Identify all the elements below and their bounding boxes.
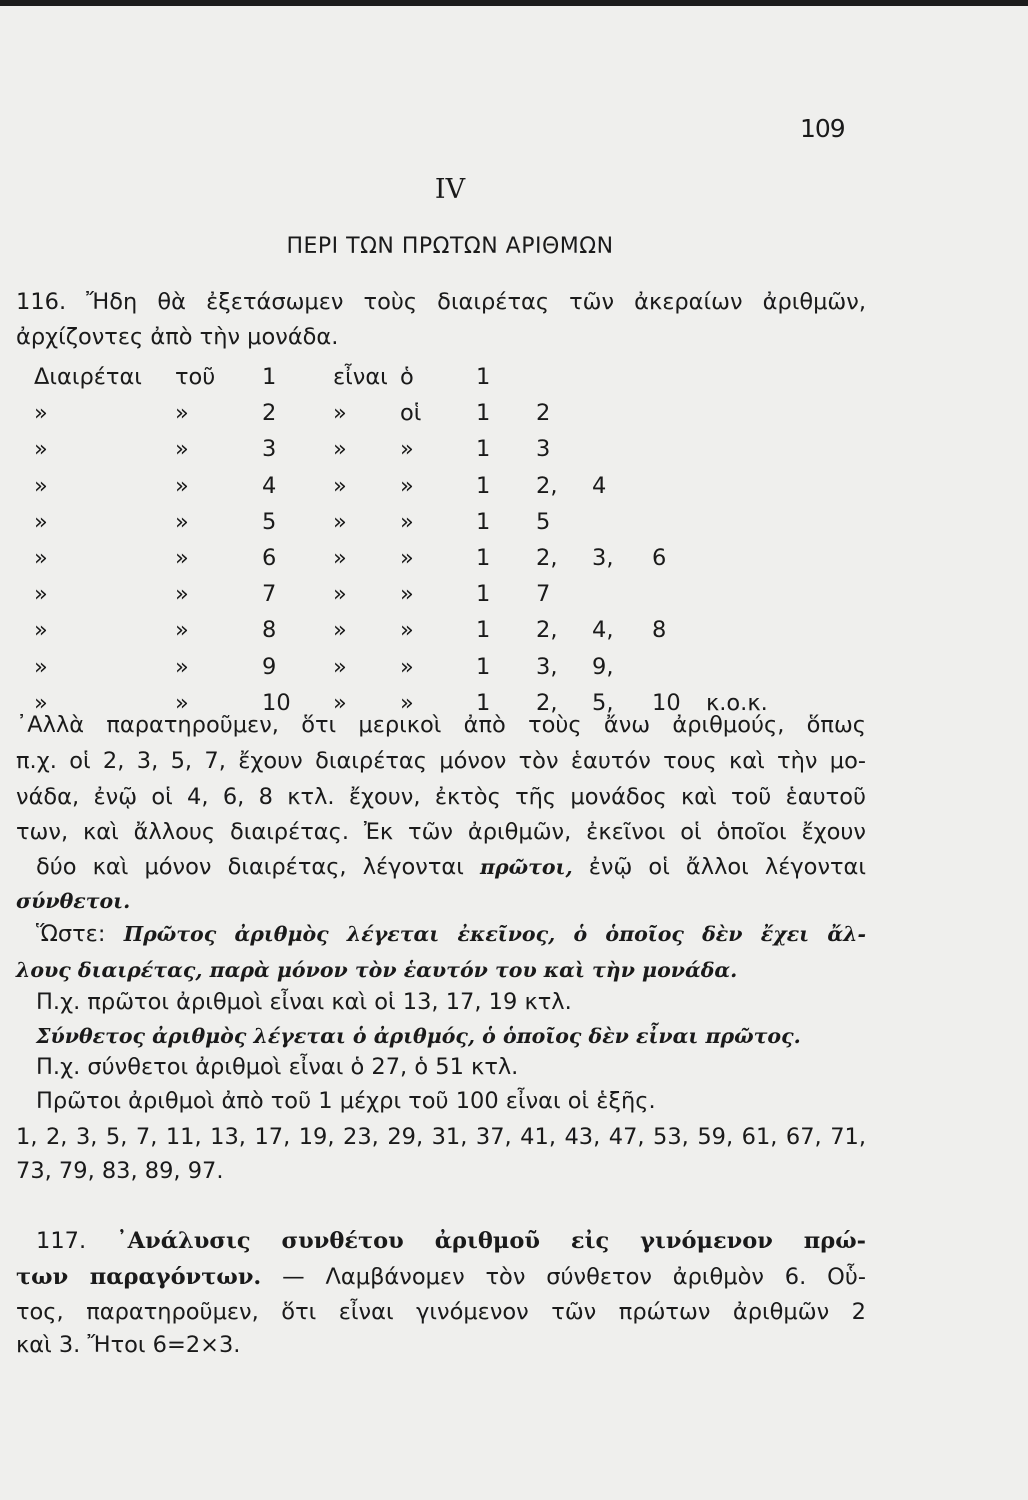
table-cell-c3: 7 [262,581,277,608]
table-divisor: 1 [476,436,491,463]
definition-line-2 [16,959,866,982]
composite-definition-text: Σύνθετος ἀριθμὸς λέγεται ὁ ἀριθμός, ὁ ὁποῖος δὲν εἶναι πρῶτος. [36,1024,801,1048]
table-cell-c5: » [400,545,414,571]
term-composite: σύνθετοι. [16,889,131,913]
section-text: — Λαμβάνομεν τὸν σύνθετον ἀριθμὸν 6. Οὗ- [282,1264,866,1290]
definition-text: Πρῶτος ἀριθμὸς λέγεται ἐκεῖνος, ὁ ὁποῖος δὲν ἔχει ἄλ- [123,922,867,946]
table-cell-c2: » [175,545,189,571]
table-cell-c1: » [34,689,48,716]
primes-intro: Πρῶτοι ἀριθμοὶ ἀπὸ τοῦ 1 μέχρι τοῦ 100 εἶναι οἱ ἑξῆς. [36,1088,656,1114]
table-divisor: 1 [476,581,491,608]
table-divisor: 8 [652,617,667,644]
table-cell-c3: 3 [262,436,277,463]
table-cell-c4: » [333,545,347,571]
para1-line: ᾿Αλλὰ παρατηροῦμεν, ὅτι μερικοὶ ἀπὸ τοὺς ἄνω ἀριθμούς, ὅπως [16,712,866,738]
table-divisor: 4, [592,617,614,644]
table-cell-c3: 4 [262,472,277,499]
table-cell-c2: » [175,400,189,427]
table-cell-c4: » [333,472,347,499]
table-divisor: 5 [536,508,551,535]
para1-line: π.χ. οἱ 2, 3, 5, 7, ἔχουν διαιρέτας μόνον τὸν ἑαυτόν τους καὶ τὴν μο- [16,748,866,774]
table-cell-c4: » [333,508,347,535]
table-divisor: 1 [476,508,491,535]
table-cell-c3: 8 [262,617,277,644]
table-divisor: 1 [476,472,491,499]
table-cell-c2: » [175,508,189,535]
definition-line-1 [36,923,866,946]
definition-text: λους διαιρέτας, παρὰ μόνον τὸν ἑαυτόν του καὶ τὴν μονάδα. [16,958,738,982]
table-cell-c3: 1 [262,364,277,390]
table-cell-c1: » [34,581,48,608]
table-cell-c2: » [175,653,189,680]
table-divisor: 3, [592,545,614,571]
table-cell-c5: » [400,436,414,463]
term-prime: πρῶτοι, [479,855,573,879]
section-title: των παραγόντων. [16,1264,262,1290]
table-cell-c5: » [400,653,414,680]
table-cell-c5: ὁ [400,364,414,390]
table-cell-c1: Διαιρέται [34,364,142,390]
table-cell-c1: » [34,617,48,644]
section-number: 117. [36,1228,87,1254]
table-divisor: 2, [536,472,558,499]
section-117-line-3: τος, παρατηροῦμεν, ὅτι εἶναι γινόμενον τῶν πρώτων ἀριθμῶν 2 [16,1299,866,1325]
book-page [0,6,1028,1500]
table-cell-c2: τοῦ [175,364,216,390]
para1-last-line [36,856,866,879]
table-divisor: 1 [476,400,491,427]
table-cell-c5: » [400,617,414,644]
table-cell-c4: » [333,617,347,644]
table-divisor: 3 [536,436,551,463]
table-divisor: 7 [536,581,551,608]
table-divisor: 1 [476,545,491,571]
table-cell-c1: » [34,472,48,499]
table-cell-c1: » [34,436,48,463]
table-cell-c1: » [34,653,48,680]
table-cell-c4: » [333,689,347,716]
table-cell-c2: » [175,689,189,716]
table-divisor: 1 [476,617,491,644]
table-divisor: 1 [476,653,491,680]
chapter-number: IV [434,174,466,205]
table-cell-c5: » [400,689,414,716]
table-divisor: 2, [536,617,558,644]
example-prime: Π.χ. πρῶτοι ἀριθμοὶ εἶναι καὶ οἱ 13, 17, 19 κτλ. [36,989,572,1015]
intro-line-2: ἀρχίζοντες ἀπὸ τὴν μονάδα. [16,324,339,350]
table-cell-c5: » [400,581,414,608]
para1-line: των, καὶ ἄλλους διαιρέτας. Ἐκ τῶν ἀριθμῶν, ἐκεῖνοι οἱ ὁποῖοι ἔχουν [16,819,866,845]
table-cell-c5: » [400,508,414,535]
table-cell-c3: 5 [262,508,277,535]
para1-line: νάδα, ἐνῷ οἱ 4, 6, 8 κτλ. ἔχουν, ἐκτὸς τῆς μονάδος καὶ τοῦ ἑαυτοῦ [16,784,866,810]
table-cell-c4: » [333,653,347,680]
table-divisor: 2, [536,689,558,716]
table-cell-c3: 9 [262,653,277,680]
primes-list-line-1: 1, 2, 3, 5, 7, 11, 13, 17, 19, 23, 29, 31, 37, 41, 43, 47, 53, 59, 61, 67, 71, [16,1124,866,1150]
table-cell-c2: » [175,436,189,463]
table-divisor: 1 [476,689,491,716]
table-cell-c2: » [175,617,189,644]
table-cell-c3: 6 [262,545,277,571]
table-divisor: κ.ο.κ. [706,689,768,716]
table-cell-c3: 2 [262,400,277,427]
section-117-title-line [36,1230,866,1253]
table-cell-c4: » [333,581,347,608]
table-cell-c1: » [34,508,48,535]
table-divisor: 2, [536,545,558,571]
table-cell-c4: εἶναι [333,364,388,390]
primes-list-line-2: 73, 79, 83, 89, 97. [16,1158,224,1184]
table-divisor: 1 [476,364,491,390]
para1-text: ἐνῷ οἱ ἄλλοι λέγονται [588,854,866,880]
table-cell-c1: » [34,545,48,571]
composite-definition [36,1025,866,1048]
definition-prefix: Ὥστε: [36,921,106,947]
table-divisor: 10 [652,689,681,716]
table-cell-c4: » [333,436,347,463]
table-divisor: 6 [652,545,667,571]
table-cell-c5: » [400,472,414,499]
table-divisor: 4 [592,472,607,499]
section-117-line-4: καὶ 3. Ἤτοι 6=2×3. [16,1332,241,1358]
section-117-line-2 [16,1266,866,1289]
page-number: 109 [800,114,845,143]
table-cell-c5: οἱ [400,400,422,427]
table-divisor: 9, [592,653,614,680]
term-composite-line [16,890,866,913]
section-title: ᾿Ανάλυσις συνθέτου ἀριθμοῦ εἰς γινόμενον πρώ- [116,1228,866,1254]
table-cell-c2: » [175,581,189,608]
table-cell-c4: » [333,400,347,427]
table-cell-c2: » [175,472,189,499]
chapter-heading: ΠΕΡΙ ΤΩΝ ΠΡΩΤΩΝ ΑΡΙΘΜΩΝ [286,234,614,259]
table-cell-c1: » [34,400,48,427]
table-divisor: 5, [592,689,614,716]
para1-text: δύο καὶ μόνον διαιρέτας, λέγονται [36,854,464,880]
table-divisor: 3, [536,653,558,680]
example-composite: Π.χ. σύνθετοι ἀριθμοὶ εἶναι ὁ 27, ὁ 51 κτλ. [36,1054,519,1080]
table-cell-c3: 10 [262,689,291,716]
intro-line-1: 116. Ἤδη θὰ ἐξετάσωμεν τοὺς διαιρέτας τῶν ἀκεραίων ἀριθμῶν, [16,289,866,315]
table-divisor: 2 [536,400,551,427]
